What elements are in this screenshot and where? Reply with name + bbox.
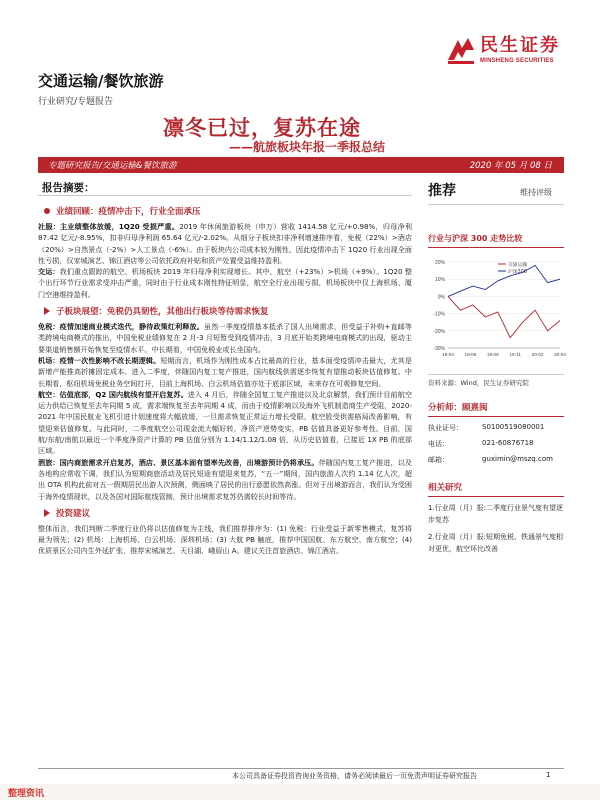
y-tick-label: 0% [437,294,445,301]
report-category: 专题研究报告/交通运输&餐饮旅游 [48,161,177,171]
y-tick-label: 20% [434,260,445,266]
brand-logo [446,36,560,66]
analyst-phone: 电话： 021-60876718 [428,439,534,448]
paragraph: 整体而言，我们判断二季度行业仍将以估值修复为主线，我们推荐排序为：(1) 免税：行业受益于新零售模式，复苏将最为领先；(2) 机场：上海机场、白云机场、深圳机场；(3) 大航 PB 触底，推荐中国国航、东方航空、南方航空；(4) 优质景区公司内生外延扩张，推荐宋城演艺、天目湖、峨眉山 A。建议关注首旅酒店、锦江酒店。 [38,523,412,556]
report-type: 行业研究/专题报告 [38,97,114,107]
legend-label: 交通运输 [508,263,528,268]
analyst-cert: 执业证号： S0100519080001 [428,423,545,432]
chart-source: 资料来源：Wind，民生证券研究院 [428,374,564,387]
x-tick-label: 20-04 [554,352,566,357]
abstract-label: 报告摘要： [42,182,95,194]
brand-name-en: MINSHENG SECURITIES [480,58,554,64]
paragraph: 社服：主业绩整体放缓，1Q20 受损严重。2019 年休闲旅游板块（申万）营收 1414.58 亿元/+0.98%，归母净利 87.42 亿元/-8.95%，扣非归母净利润 65.64 亿元/-2.02%。从细分子板块扣非净利增速排序看，免税（22%）>酒店（20%）>自然景点（-2%）>人工景点（-6%）。由于板块内公司成本较为刚性，因此疫情冲击下 1Q20 行业出现全面性亏损，仅家城演艺、锦江酒店等公司依托政府补贴和资产处置受益维持盈利。 [38,222,412,265]
related-item[interactable]: 1.行业周（月）报:二季度行业景气度有望逐步复苏 [428,504,564,524]
divider [38,195,412,196]
triangle-bullet-icon [44,509,50,517]
related-heading: 相关研究 [428,481,564,497]
line-chart [428,252,568,370]
brand-mark-icon [446,36,476,66]
series-line [448,265,560,296]
bottom-tag: 整理资讯 [0,784,600,800]
rating-status: 维持评级 [520,188,552,197]
x-tick-label: 19-04 [442,352,454,357]
x-tick-label: 19-09 [486,352,499,357]
analyst-heading: 分析师：顾熹闽 [428,401,564,417]
x-tick-label: 19-06 [464,352,477,357]
page-subtitle: ——航旅板块年报一季报总结 [229,140,386,154]
rating: 推荐 [428,183,456,199]
paragraph: 航空：估值底部，Q2 国内航线有望开启复苏。进入 4 月后，伴随全国复工复产推进以及北京解禁，我们预计目前航空运力供给已恢复至去年同期 5 成，需求端恢复至去年同期 4 成，而由于疫情影响以及海外飞机制造商生产受阻，2020-2021 年中国民航业飞机引进计划速度将大幅放缓，一旦需求恢复正常运力增长受限，航空股受供需格局改善影响，有望迎来估值修复。与此同时，二季度航空公司现金流大幅好转，净资产逆势变实，PB 估值具备更好参考性。目前，国航/东航/南航以最近一个季度净资产计算的 PB 估值分别为 1.14/1.12/1.08 倍，从历史估值看，已接近 1X PB 的底部区域。 [38,389,412,456]
related-item[interactable]: 2.行业周（月）报:短期免税、铁通景气度相对更优，航空环比改善 [428,533,564,553]
analyst-email: 邮箱： guximin@mszq.com [428,455,553,464]
series-line [448,296,560,337]
paragraph: 酒旅：国内商旅需求开启复苏，酒店、景区基本面有望率先改善，出境游预计仍将承压。伴随国内复工复产推进，以及各地构应常收下调，我们认为短期商旅活动及居民短途有望迎来复苏，“五一”期间，国内旅游人次约 1.14 亿人次，超出 OTA 机构此前对五一假期居民出游人次预测，侧面映了居民的出行意愿依然高涨。但对于出境游而言，我们认为受困于海外疫情现状，以及各国对国际航线管制，预计出境需求复苏仍需较长时间等待。 [38,457,413,501]
report-date: 2020 年 05 月 08 日 [469,161,552,171]
y-tick-label: -10% [433,311,445,318]
x-tick-label: 19-11 [509,352,521,357]
triangle-bullet-icon [44,307,50,315]
section-heading: 业绩回顾：疫情冲击下，行业全面承压 [38,205,412,217]
abstract-body [38,200,412,557]
paragraph: 机场：疫情一次性影响不改长期逻辑。短期而言，机场作为刚性成本占比最高的行业，基本面受疫情冲击最大，尤其是新增产能推高折摊固定成本。进入二季度，伴随国内复工复产推进，国内航线供需逐步恢复有望推动板块估值修复。中长期看，枢纽机场免税业务空间打开，目前上海机场、白云机场估值亦处于底部区域，未来存在可观修复空间。 [38,355,413,388]
paragraph: 免税：疫情加速商业模式迭代，静待政策红利释放。虽然一季度疫情基本抵杀了国人出境需求，但受益于补购+直邮等类跨境电商模式的推出，中国免税业绩修复在 2 月-3 月短暂受到疫情冲击，3 月底开始类跨境电商模式的出现，驱动主要渠道销售额开始恢复至疫情水平。中长期看，中国免税业或长坐国内。 [38,322,412,354]
report-info-bar [38,157,564,173]
section-heading: 投资建议 [38,507,412,519]
sidebar [428,180,564,555]
page-title: 凛冬已过，复苏在途 [163,116,361,140]
chart-title: 行业与沪深 300 走势比较 [428,233,564,248]
bullet-icon [44,208,50,214]
paragraph: 交运：我们重点跟踪的航空、机场板块 2019 年归母净利实现增长。其中，航空（+23%）>机场（+9%）。1Q20 整个出行环节行业需求受冲击严重，同时由于行业成本刚性特征明显，航空全行业出现亏损，机场板块中仅上海机场、厦门空港维持盈利。 [38,267,413,299]
footer-disclaimer: 本公司具备证券投资咨询业务资格，请务必阅读最后一页免责声明证券研究报告 [232,772,477,780]
brand-name-cn: 民生证券 [480,35,560,56]
sector-title: 交通运输/餐饮旅游 [38,72,164,90]
y-tick-label: -30% [433,346,445,352]
section-heading: 子板块展望：免税仍具韧性，其他出行板块等待需求恢复 [38,305,412,317]
y-tick-label: -20% [433,328,445,335]
chart [428,252,588,370]
rating-row [428,180,564,205]
y-tick-label: 10% [434,277,445,284]
footer-divider [38,768,564,769]
legend-label: 沪深300 [508,270,527,275]
x-tick-label: 20-02 [531,352,544,357]
page-number: 1 [546,771,551,779]
